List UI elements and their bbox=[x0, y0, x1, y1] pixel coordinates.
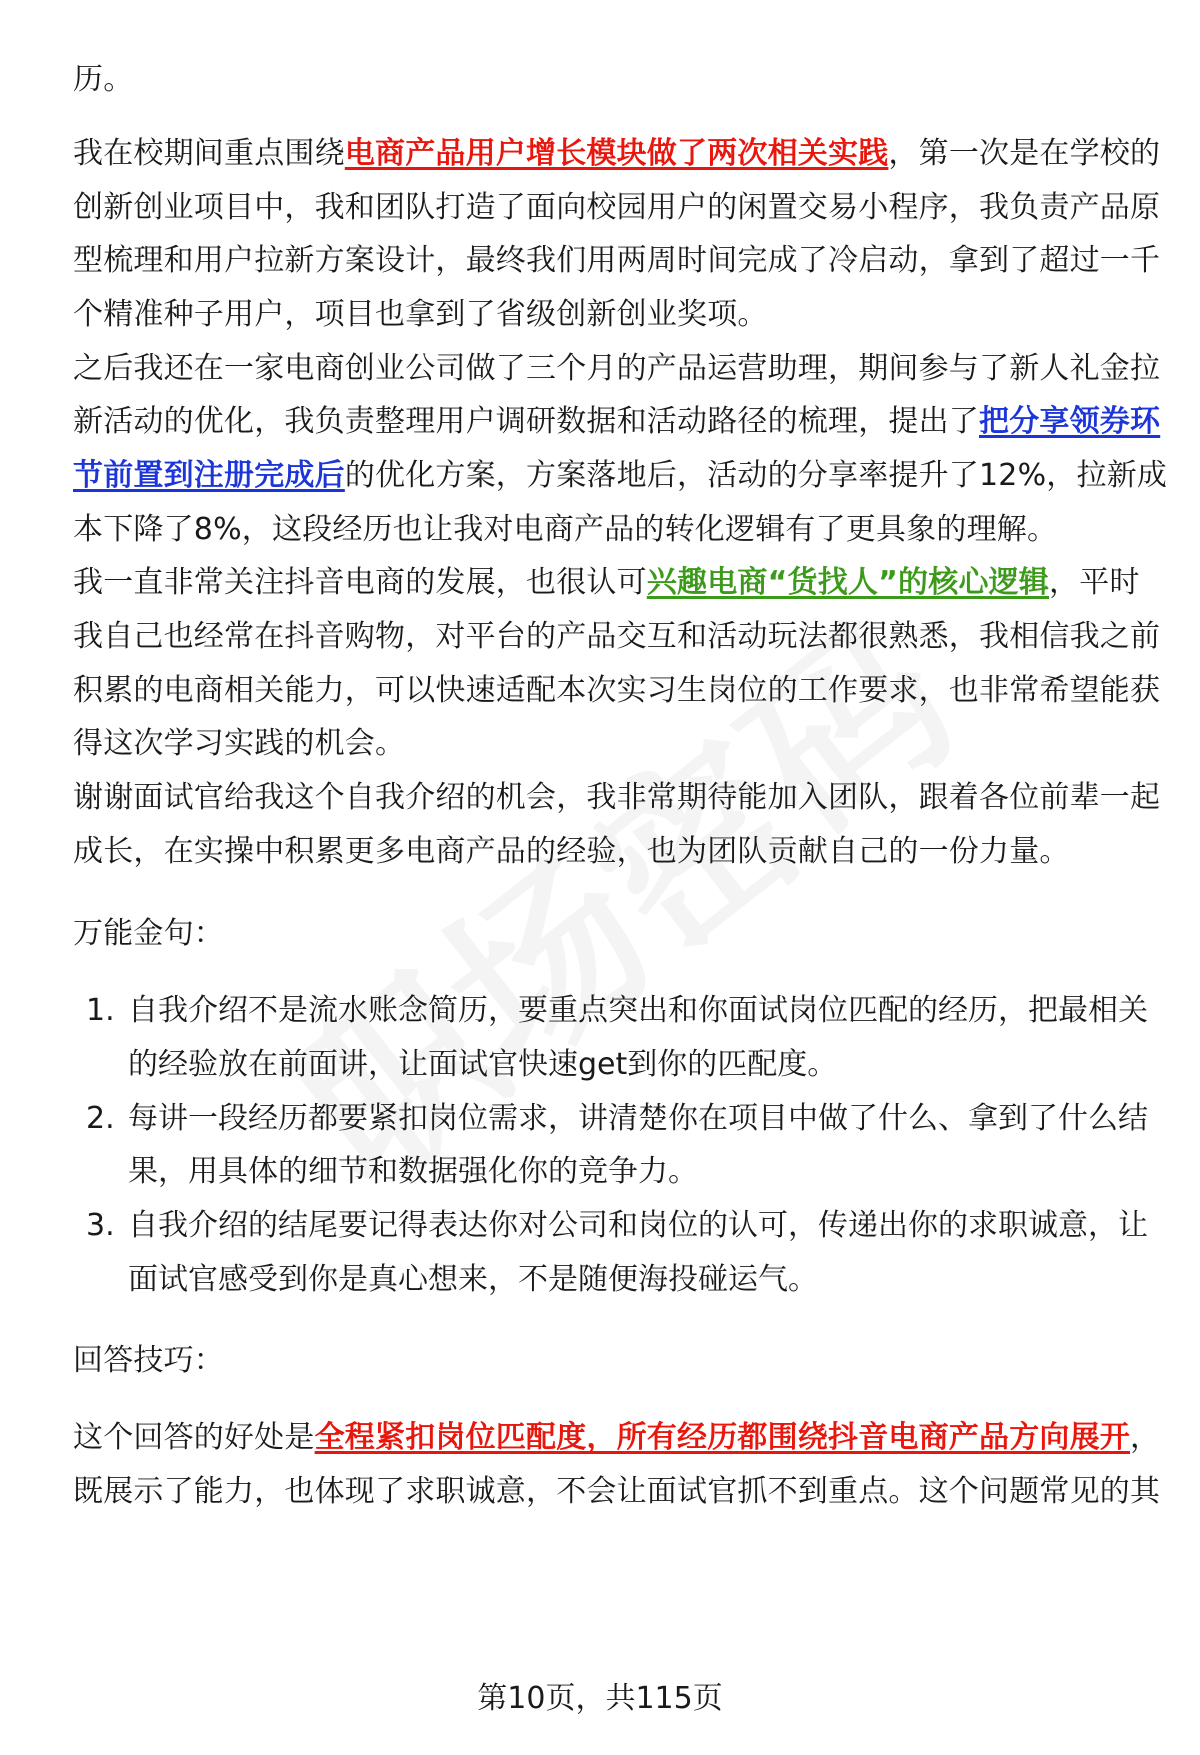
highlight-blue: 把分享领券环 bbox=[979, 404, 1161, 439]
paragraph-line: 积累的电商相关能力，可以快速适配本次实习生岗位的工作要求，也非常希望能获 bbox=[73, 673, 1161, 708]
paragraph-line: 节前置到注册完成后的优化方案，方案落地后，活动的分享率提升了12%，拉新成 bbox=[73, 458, 1168, 493]
section-heading: 万能金句： bbox=[73, 916, 224, 951]
highlight-blue: 节前置到注册完成后 bbox=[73, 458, 345, 493]
paragraph-line: 我一直非常关注抖音电商的发展，也很认可兴趣电商“货找人”的核心逻辑，平时 bbox=[73, 565, 1140, 600]
paragraph-line: 成长，在实操中积累更多电商产品的经验，也为团队贡献自己的一份力量。 bbox=[73, 834, 1070, 869]
highlight-green: 兴趣电商“货找人”的核心逻辑 bbox=[646, 565, 1050, 600]
list-number: 3. bbox=[86, 1208, 115, 1243]
section-heading: 回答技巧： bbox=[73, 1343, 224, 1378]
paragraph-line: 新活动的优化，我负责整理用户调研数据和活动路径的梳理，提出了把分享领券环 bbox=[73, 404, 1161, 439]
paragraph-line: 谢谢面试官给我这个自我介绍的机会，我非常期待能加入团队，跟着各位前辈一起 bbox=[73, 780, 1161, 815]
paragraph-line: 创新创业项目中，我和团队打造了面向校园用户的闲置交易小程序，我负责产品原 bbox=[73, 190, 1161, 225]
paragraph-line: 历。 bbox=[73, 62, 134, 97]
list-item-line: 果，用具体的细节和数据强化你的竞争力。 bbox=[128, 1154, 698, 1189]
list-item-line: 每讲一段经历都要紧扣岗位需求，讲清楚你在项目中做了什么、拿到了什么结 bbox=[128, 1101, 1148, 1136]
paragraph-line: 之后我还在一家电商创业公司做了三个月的产品运营助理，期间参与了新人礼金拉 bbox=[73, 351, 1161, 386]
paragraph-line: 本下降了8%，这段经历也让我对电商产品的转化逻辑有了更具象的理解。 bbox=[73, 512, 1058, 547]
page-footer: 第10页，共115页 bbox=[477, 1681, 723, 1716]
paragraph-line: 个精准种子用户，项目也拿到了省级创新创业奖项。 bbox=[73, 297, 768, 332]
list-number: 1. bbox=[86, 993, 115, 1028]
list-item-line: 的经验放在前面讲，让面试官快速get到你的匹配度。 bbox=[128, 1047, 838, 1082]
paragraph-line: 型梳理和用户拉新方案设计，最终我们用两周时间完成了冷启动，拿到了超过一千 bbox=[73, 243, 1161, 278]
highlight-red: 电商产品用户增长模块做了两次相关实践 bbox=[344, 136, 889, 171]
paragraph-line: 我自己也经常在抖音购物，对平台的产品交互和活动玩法都很熟悉，我相信我之前 bbox=[73, 619, 1161, 654]
paragraph-line: 既展示了能力，也体现了求职诚意，不会让面试官抓不到重点。这个问题常见的其 bbox=[73, 1474, 1161, 1509]
list-number: 2. bbox=[86, 1101, 115, 1136]
highlight-red: 全程紧扣岗位匹配度，所有经历都围绕抖音电商产品方向展开 bbox=[314, 1420, 1131, 1455]
paragraph-line: 得这次学习实践的机会。 bbox=[73, 726, 406, 761]
paragraph-line: 我在校期间重点围绕电商产品用户增长模块做了两次相关实践，第一次是在学校的 bbox=[73, 136, 1161, 171]
paragraph-line: 这个回答的好处是全程紧扣岗位匹配度，所有经历都围绕抖音电商产品方向展开， bbox=[73, 1420, 1161, 1455]
list-item-line: 自我介绍不是流水账念简历，要重点突出和你面试岗位匹配的经历，把最相关 bbox=[128, 993, 1148, 1028]
list-item-line: 自我介绍的结尾要记得表达你对公司和岗位的认可，传递出你的求职诚意，让 bbox=[128, 1208, 1148, 1243]
list-item-line: 面试官感受到你是真心想来，不是随便海投碰运气。 bbox=[128, 1262, 818, 1297]
